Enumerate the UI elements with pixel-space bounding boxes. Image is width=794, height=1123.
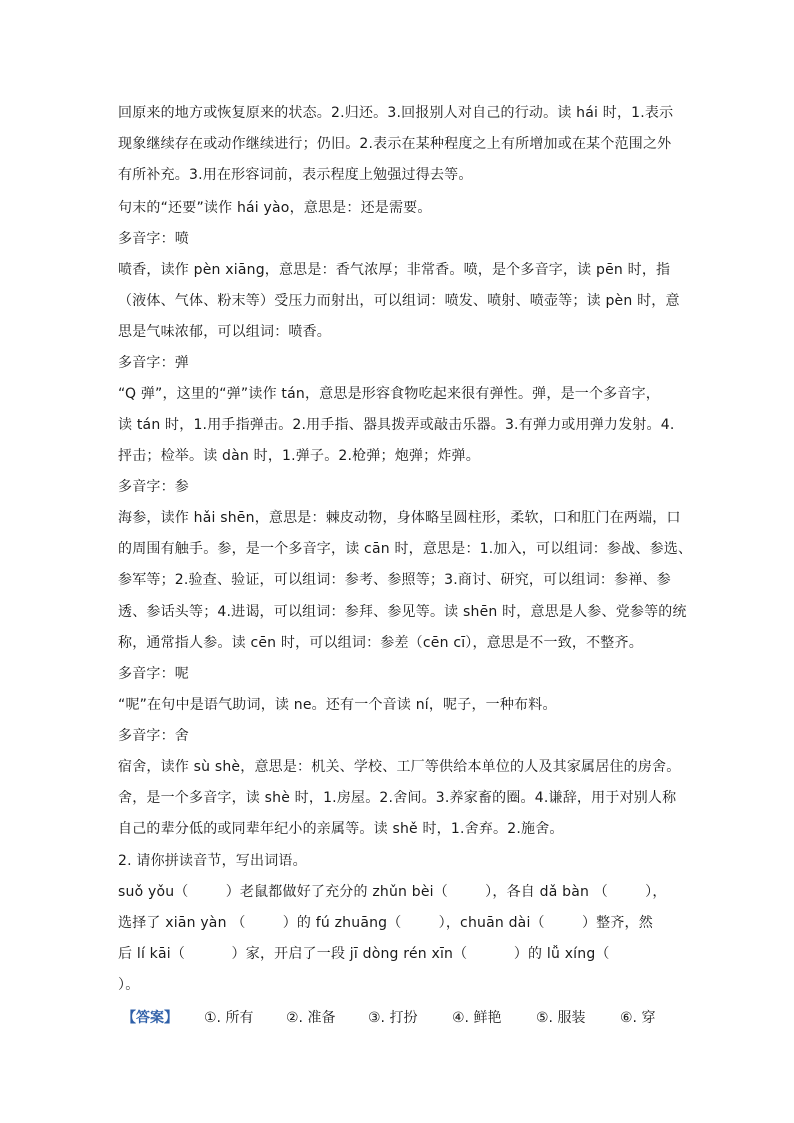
section-heading: 多音字：舍 [118, 728, 189, 744]
text-line: 称，通常指人参。读 cēn 时，可以组词：参差（cēn cī），意思是不一致，不整齐。 [118, 635, 643, 651]
question-line: 选择了 xiān yàn （ ）的 fú zhuāng（ ），chuān dài（ ）整齐，然 [118, 915, 653, 931]
answer-item: ②. 准备 [286, 1010, 336, 1026]
text-line: 海参，读作 hǎi shēn，意思是：棘皮动物，身体略呈圆柱形，柔软，口和肛门在两端，口 [118, 510, 681, 526]
question-line: suǒ yǒu（ ）老鼠都做好了充分的 zhǔn bèi（ ），各自 dǎ bàn （ ）， [118, 884, 667, 900]
text-line: 舍，是一个多音字，读 shè 时，1.房屋。2.舍间。3.养家畜的圈。4.谦辞，用于对别人称 [118, 790, 677, 806]
text-line: 喷香，读作 pèn xiāng，意思是：香气浓厚；非常香。喷，是个多音字，读 pēn 时，指 [118, 262, 671, 278]
answer-row [118, 1009, 678, 1027]
answer-item: ⑤. 服装 [536, 1010, 586, 1026]
question-line: 后 lí kāi（ ）家，开启了一段 jī dòng rén xīn（ ）的 lǚ xíng（ [118, 946, 610, 962]
answer-tag: 【答案】 [122, 1010, 178, 1026]
text-line: 读 tán 时，1.用手指弹击。2.用手指、器具拨弄或敲击乐器。3.有弹力或用弹力发射。4. [118, 417, 675, 433]
question-title: 2. 请你拼读音节，写出词语。 [118, 853, 307, 869]
text-line: 思是气味浓郁，可以组词：喷香。 [118, 324, 331, 340]
question-line: ）。 [118, 977, 140, 993]
text-line: 自己的辈分低的或同辈年纪小的亲属等。读 shě 时，1.舍弃。2.施舍。 [118, 821, 564, 837]
answer-item: ①. 所有 [204, 1010, 254, 1026]
section-heading: 多音字：呢 [118, 666, 189, 682]
text-line: 现象继续存在或动作继续进行；仍旧。2.表示在某种程度之上有所增加或在某个范围之外 [118, 136, 672, 152]
text-line: 回原来的地方或恢复原来的状态。2.归还。3.回报别人对自己的行动。读 hái 时，1.表示 [118, 105, 674, 121]
text-line: 宿舍，读作 sù shè，意思是：机关、学校、工厂等供给本单位的人及其家属居住的房舍。 [118, 759, 681, 775]
text-line: 参军等；2.验查、验证，可以组词：参考、参照等；3.商讨、研究，可以组词：参禅、参 [118, 572, 671, 588]
section-heading: 多音字：弹 [118, 355, 189, 371]
text-line: 有所补充。3.用在形容词前，表示程度上勉强过得去等。 [118, 167, 473, 183]
section-heading: 多音字：参 [118, 479, 189, 495]
text-line: 抨击；检举。读 dàn 时，1.弹子。2.枪弹；炮弹；炸弹。 [118, 448, 480, 464]
text-line: 句末的“还要”读作 hái yào，意思是：还是需要。 [118, 200, 432, 216]
answer-item: ③. 打扮 [368, 1010, 418, 1026]
text-line: 透、参话头等；4.进谒，可以组词：参拜、参见等。读 shēn 时，意思是人参、党参等的统 [118, 604, 687, 620]
section-heading: 多音字：喷 [118, 231, 189, 247]
answer-item: ④. 鲜艳 [452, 1010, 502, 1026]
text-line: 的周围有触手。参，是一个多音字，读 cān 时，意思是：1.加入，可以组词：参战、参选、 [118, 541, 693, 557]
answer-item: ⑥. 穿 [620, 1010, 656, 1026]
text-line: “呢”在句中是语气助词，读 ne。还有一个音读 ní，呢子，一种布料。 [118, 697, 557, 713]
text-line: （液体、气体、粉末等）受压力而射出，可以组词：喷发、喷射、喷壶等；读 pèn 时，意 [118, 293, 680, 309]
text-line: “Q 弹”，这里的“弹”读作 tán，意思是形容食物吃起来很有弹性。弹，是一个多音字， [118, 386, 660, 402]
